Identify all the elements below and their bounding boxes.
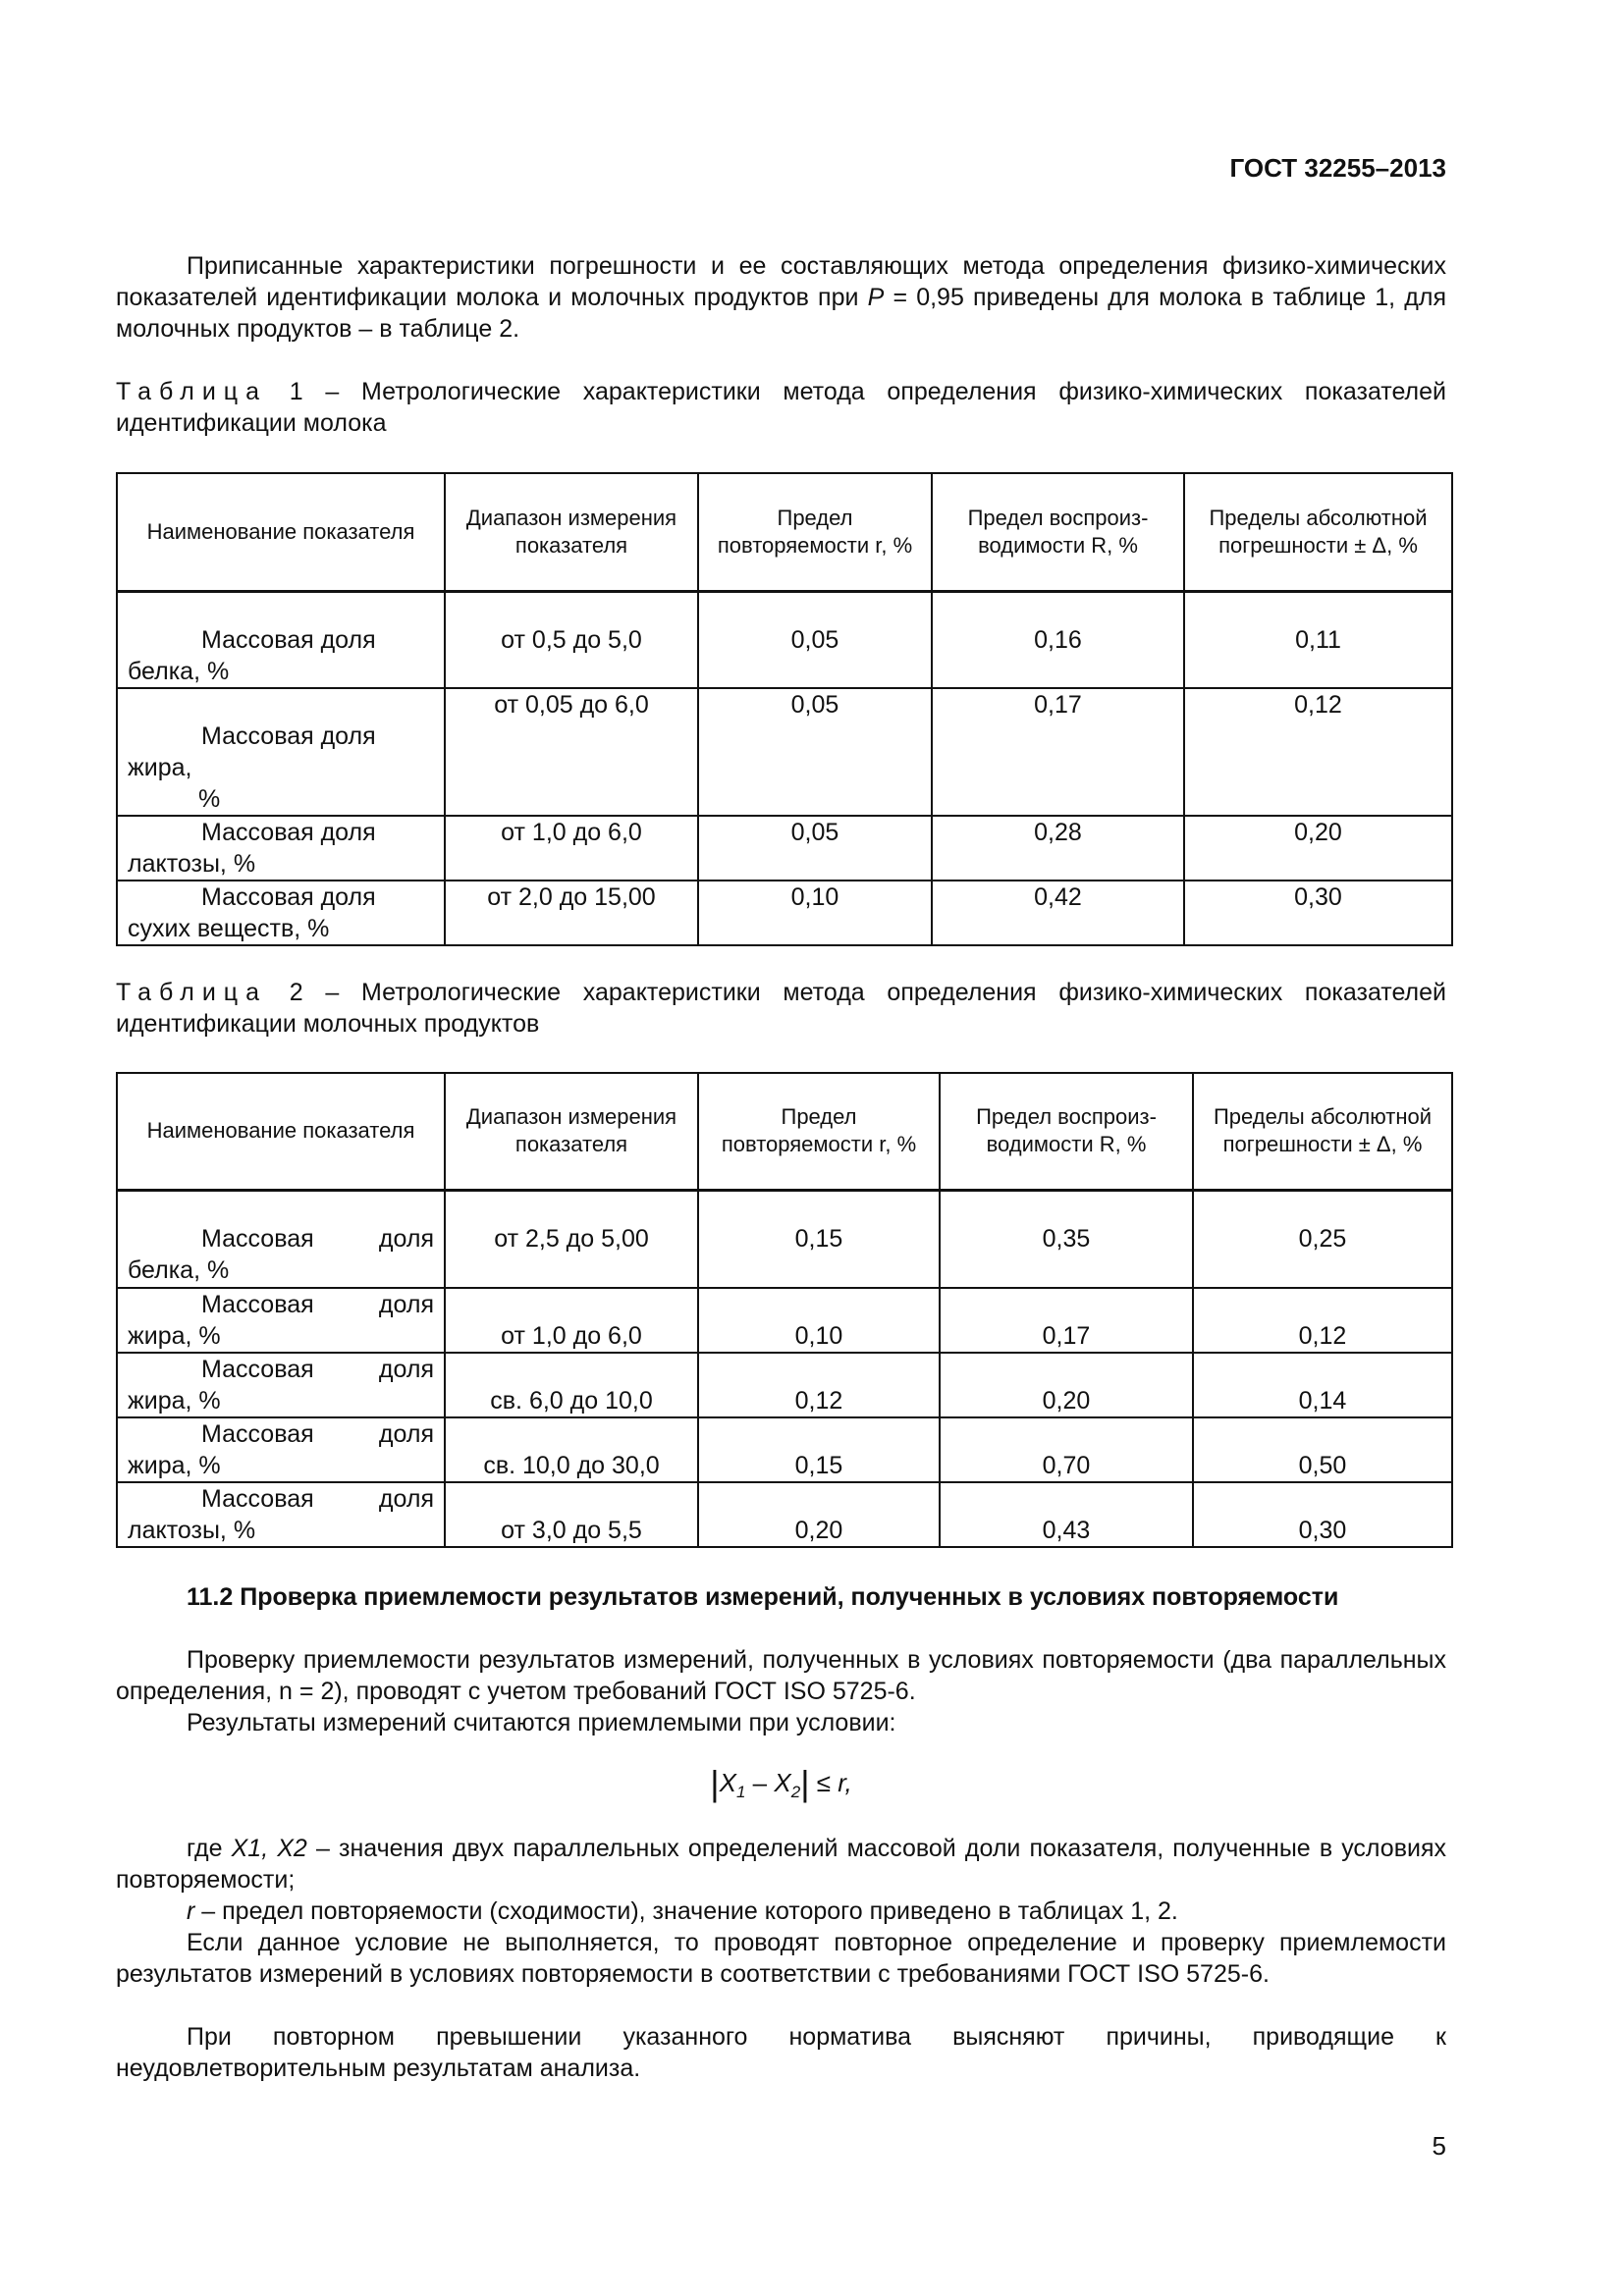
row-error: 0,12 xyxy=(1193,1288,1452,1353)
formula-x1: X xyxy=(719,1768,736,1797)
section-paragraph-4: При повторном превышении указанного норматива выясняют причины, приводящие к неудовлетворительным результатам анализа. xyxy=(116,2023,1446,2082)
table1-header-reproducibility: Предел воспроиз-водимости R, % xyxy=(932,473,1184,591)
where-lead: где xyxy=(187,1835,232,1862)
row-name-line1 xyxy=(128,1354,434,1385)
table1-header-error: Пределы абсолютной погрешности ± Δ, % xyxy=(1184,473,1452,591)
intro-text-b: = 0,95 приведены для молока в таблице 1, для молочных продуктов – в таблице 2. xyxy=(116,284,1446,343)
table-row xyxy=(117,1417,1452,1482)
row-name-line2: сухих веществ, % xyxy=(128,915,330,942)
table1-header-range: Диапазон измерения показателя xyxy=(445,473,698,591)
row-name-line1: Массовая доля xyxy=(201,883,376,911)
row-repeatability: 0,12 xyxy=(698,1353,940,1417)
row-name-word2: доля xyxy=(378,1485,434,1513)
row-range: от 2,0 до 15,00 xyxy=(445,881,698,945)
r-text: – предел повторяемости (сходимости), значение которого приведено в таблицах 1, 2. xyxy=(194,1897,1178,1925)
formula-x2: X xyxy=(774,1768,791,1797)
table2-header-name: Наименование показателя xyxy=(117,1073,445,1190)
row-reproducibility: 0,16 xyxy=(932,591,1184,688)
table1 xyxy=(116,472,1453,946)
table2-header-reproducibility: Предел воспроиз-водимости R, % xyxy=(940,1073,1193,1190)
table-row xyxy=(117,816,1452,881)
row-reproducibility: 0,28 xyxy=(932,816,1184,881)
table-row xyxy=(117,688,1452,816)
row-error: 0,20 xyxy=(1184,816,1452,881)
table-row xyxy=(117,1482,1452,1547)
row-name-line1: Массовая доля xyxy=(201,819,376,846)
row-name-line1 xyxy=(128,1483,434,1515)
row-error: 0,30 xyxy=(1184,881,1452,945)
row-name-line1: Массовая доля xyxy=(201,625,376,654)
page-number: 5 xyxy=(1432,2131,1446,2161)
table2-caption-text: 2 – Метрологические характеристики метода определения физико-химических показателей идентификации молочных продуктов xyxy=(116,979,1446,1038)
table2-header-row xyxy=(117,1073,1452,1190)
row-range: св. 10,0 до 30,0 xyxy=(445,1417,698,1482)
row-reproducibility: 0,43 xyxy=(940,1482,1193,1547)
row-repeatability: 0,10 xyxy=(698,881,932,945)
row-name-word1: Массовая xyxy=(201,1356,314,1383)
row-name-word1: Массовая xyxy=(201,1291,314,1318)
document-page xyxy=(116,0,1446,2296)
r-definition xyxy=(116,1896,1446,1927)
table2-header-repeatability: Предел повторяемости r, % xyxy=(698,1073,940,1190)
row-name-line2: белка, % xyxy=(128,1255,230,1284)
row-error: 0,11 xyxy=(1184,591,1452,688)
row-name xyxy=(117,591,445,688)
row-repeatability: 0,05 xyxy=(698,688,932,816)
r-variable: r xyxy=(187,1897,195,1925)
table-row xyxy=(117,591,1452,688)
table-row xyxy=(117,1288,1452,1353)
table2-caption xyxy=(116,977,1446,1040)
row-name-line1 xyxy=(128,1418,434,1450)
abs-bar-left: | xyxy=(710,1763,720,1803)
row-name xyxy=(117,1417,445,1482)
row-name-line2: лактозы, % xyxy=(128,850,256,878)
row-name-word1: Массовая xyxy=(201,1224,314,1253)
section-paragraph-1: Проверку приемлемости результатов измерений, полученных в условиях повторяемости (два параллельных определения, n = 2), проводят с учетом требований ГОСТ ISO 5725-6. xyxy=(116,1646,1446,1705)
row-name xyxy=(117,816,445,881)
row-reproducibility: 0,17 xyxy=(932,688,1184,816)
row-name-line1 xyxy=(128,1223,434,1255)
probability-symbol: P xyxy=(867,284,885,311)
row-name xyxy=(117,688,445,816)
row-repeatability: 0,05 xyxy=(698,816,932,881)
document-code: ГОСТ 32255–2013 xyxy=(1229,153,1446,183)
table2 xyxy=(116,1072,1453,1548)
row-name xyxy=(117,1353,445,1417)
row-range: св. 6,0 до 10,0 xyxy=(445,1353,698,1417)
row-name-line2: жира, xyxy=(128,754,192,781)
row-range: от 1,0 до 6,0 xyxy=(445,1288,698,1353)
row-range: от 2,5 до 5,00 xyxy=(445,1190,698,1288)
section-paragraph-2: Результаты измерений считаются приемлемыми при условии: xyxy=(187,1709,896,1736)
row-name-line2: жира, % xyxy=(128,1387,221,1415)
row-reproducibility: 0,35 xyxy=(940,1190,1193,1288)
table-row xyxy=(117,1353,1452,1417)
row-range: от 3,0 до 5,5 xyxy=(445,1482,698,1547)
formula-x2-sub: 2 xyxy=(790,1783,801,1802)
row-reproducibility: 0,42 xyxy=(932,881,1184,945)
table1-caption-word: Таблица xyxy=(116,378,268,405)
row-repeatability: 0,15 xyxy=(698,1417,940,1482)
row-repeatability: 0,20 xyxy=(698,1482,940,1547)
row-range: от 0,5 до 5,0 xyxy=(445,591,698,688)
formula-x1-sub: 1 xyxy=(735,1783,746,1802)
row-reproducibility: 0,17 xyxy=(940,1288,1193,1353)
row-error: 0,50 xyxy=(1193,1417,1452,1482)
where-paragraph xyxy=(116,1833,1446,1896)
table-row xyxy=(117,881,1452,945)
table1-header-repeatability: Предел повторяемости r, % xyxy=(698,473,932,591)
row-error: 0,12 xyxy=(1184,688,1452,816)
row-range: от 1,0 до 6,0 xyxy=(445,816,698,881)
row-name-line1: Массовая доля xyxy=(201,722,376,750)
row-name-line3: % xyxy=(198,785,221,813)
where-text: – значения двух параллельных определений массовой доли показателя, полученные в условиях повторяемости; xyxy=(116,1835,1446,1894)
row-name-line1 xyxy=(128,1289,434,1320)
row-reproducibility: 0,70 xyxy=(940,1417,1193,1482)
table1-header-row xyxy=(117,473,1452,591)
row-name xyxy=(117,1482,445,1547)
table2-caption-word: Таблица xyxy=(116,979,268,1006)
row-name xyxy=(117,1190,445,1288)
table1-caption-text: 1 – Метрологические характеристики метода определения физико-химических показателей идентификации молока xyxy=(116,378,1446,437)
acceptance-formula xyxy=(116,1763,1446,1808)
row-repeatability: 0,05 xyxy=(698,591,932,688)
row-name-word1: Массовая xyxy=(201,1485,314,1513)
where-variables: X1, X2 xyxy=(231,1835,307,1862)
row-name-word2: доля xyxy=(378,1356,434,1383)
row-name-line2: лактозы, % xyxy=(128,1517,256,1544)
row-error: 0,25 xyxy=(1193,1190,1452,1288)
row-name-line2: жира, % xyxy=(128,1452,221,1479)
formula-tail: ≤ r, xyxy=(809,1768,852,1797)
table2-header-error: Пределы абсолютной погрешности ± Δ, % xyxy=(1193,1073,1452,1190)
table1-header-name: Наименование показателя xyxy=(117,473,445,591)
row-name xyxy=(117,1288,445,1353)
row-range: от 0,05 до 6,0 xyxy=(445,688,698,816)
formula-minus: – xyxy=(745,1768,775,1797)
abs-bar-right: | xyxy=(800,1763,810,1803)
table-row xyxy=(117,1190,1452,1288)
row-repeatability: 0,15 xyxy=(698,1190,940,1288)
row-repeatability: 0,10 xyxy=(698,1288,940,1353)
intro-text-a: Приписанные характеристики погрешности и ее составляющих метода определения физико-химических показателей идентификации молока и молочных продуктов при xyxy=(116,252,1446,311)
section-paragraph-3: Если данное условие не выполняется, то проводят повторное определение и проверку приемлемости результатов измерений в условиях повторяемости в соответствии с требованиями ГОСТ ISO 5725-6. xyxy=(116,1929,1446,1988)
row-name xyxy=(117,881,445,945)
row-name-line2: жира, % xyxy=(128,1322,221,1350)
row-reproducibility: 0,20 xyxy=(940,1353,1193,1417)
table2-header-range: Диапазон измерения показателя xyxy=(445,1073,698,1190)
row-name-word2: доля xyxy=(378,1224,434,1253)
row-error: 0,30 xyxy=(1193,1482,1452,1547)
section-heading: 11.2 Проверка приемлемости результатов измерений, полученных в условиях повторяемости xyxy=(187,1583,1339,1611)
row-name-line2: белка, % xyxy=(128,657,230,685)
table1-caption xyxy=(116,376,1446,439)
row-error: 0,14 xyxy=(1193,1353,1452,1417)
row-name-word2: доля xyxy=(378,1420,434,1448)
intro-paragraph xyxy=(116,250,1446,345)
row-name-word2: доля xyxy=(378,1291,434,1318)
row-name-word1: Массовая xyxy=(201,1420,314,1448)
